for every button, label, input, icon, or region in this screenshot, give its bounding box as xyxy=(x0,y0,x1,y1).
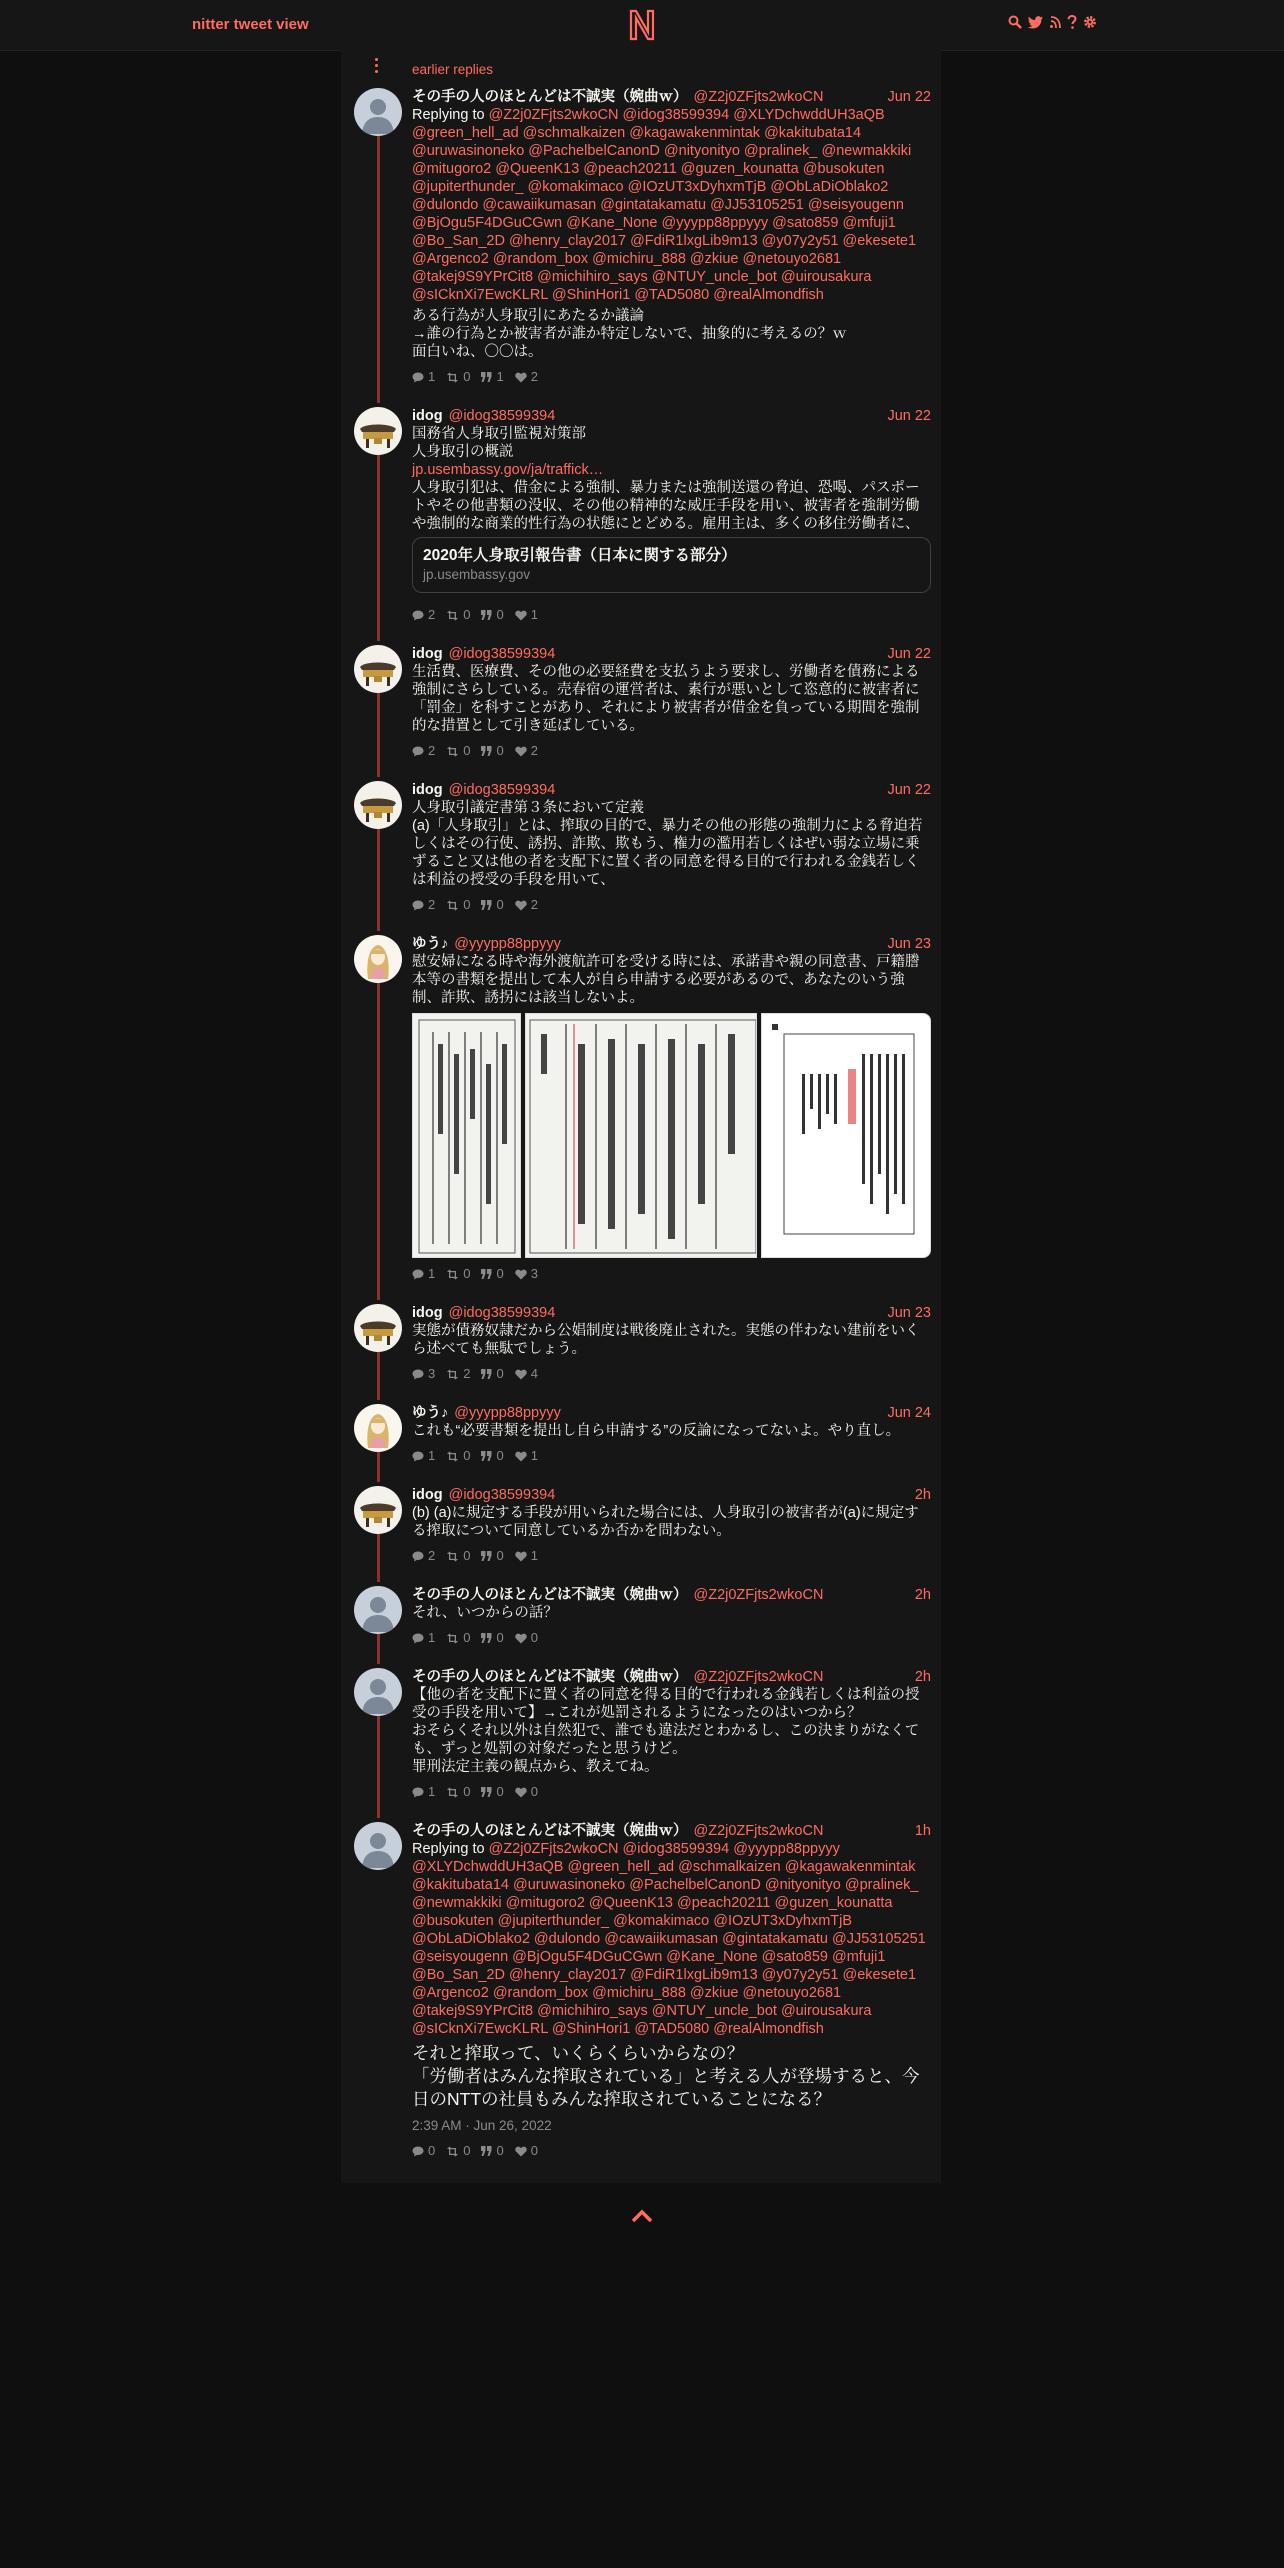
help-icon[interactable] xyxy=(1067,15,1077,29)
author-handle[interactable]: @idog38599394 xyxy=(448,646,556,662)
tweet-date[interactable]: 2h xyxy=(914,1487,931,1503)
tweet-item[interactable] xyxy=(341,1404,941,1476)
heart-icon xyxy=(515,900,527,911)
tweet-stats xyxy=(412,1448,931,1464)
tweet-text: これも“必要書類を提出し自ら申請する”の反論になってないよ。やり直し。 xyxy=(412,1423,901,1439)
reply-stat[interactable]: 0 xyxy=(412,2143,435,2159)
avatar[interactable] xyxy=(354,1822,402,1870)
replying-handles[interactable]: @Z2j0ZFjts2wkoCN @idog38599394 @yyypp88ppyyy @XLYDchwddUH3aQB @green_hell_ad @schmalkaizen @kagawakenmintak @kakitubata14 @uruwasinoneko @PachelbelCanonD @nityonityo @pralinek_ @newmakkiki @mitugoro2 @QueenK13 @peach20211 @guzen_kounatta @busokuten @jupiterthunder_ @komakimaco @IOzUT3xDyhxmTjB @ObLaDiOblako2 @dulondo @cawaiikumasan @gintatakamatu @JJ53105251 @seisyougenn @BjOgu5F4DGuCGwn @Kane_None @sato859 @mfuji1 @Bo_San_2D @henry_clay2017 @FdiR1lxgLib9m13 @y07y2y51 @ekesete1 @Argenco2 @random_box @michiru_888 @zkiue @netouyo2681 @takej9S9YPrCit8 @michihiro_says @NTUY_uncle_bot @uirousakura @sICknXi7EwcKLRL @ShinHori1 @TAD5080 @realAlmondfish xyxy=(412,1841,926,2037)
tweet-date[interactable]: Jun 22 xyxy=(887,408,931,424)
author-name[interactable]: idog xyxy=(412,408,443,424)
author-name[interactable]: idog xyxy=(412,782,443,798)
card-domain: jp.usembassy.gov xyxy=(423,567,531,582)
tweet-date[interactable]: 1h xyxy=(914,1823,931,1839)
retweet-stat[interactable]: 0 xyxy=(446,743,470,759)
author-handle[interactable]: @yyypp88ppyyy xyxy=(454,936,561,952)
tweet-date[interactable]: Jun 23 xyxy=(887,936,931,952)
heart-icon xyxy=(515,1551,527,1562)
tweet-item[interactable] xyxy=(341,1304,941,1394)
retweet-stat[interactable]: 0 xyxy=(446,897,470,913)
quote-stat[interactable]: 0 xyxy=(481,897,503,913)
tweet-text: それ、いつからの話？ xyxy=(412,1605,558,1621)
comment-icon xyxy=(412,746,424,757)
quote-stat[interactable]: 0 xyxy=(481,1630,503,1646)
replying-handles[interactable]: @Z2j0ZFjts2wkoCN @idog38599394 @XLYDchwddUH3aQB @green_hell_ad @schmalkaizen @kagawakenmintak @kakitubata14 @uruwasinoneko @PachelbelCanonD @nityonityo @pralinek_ @newmakkiki @mitugoro2 @QueenK13 @peach20211 @guzen_kounatta @busokuten @jupiterthunder_ @komakimaco @IOzUT3xDyhxmTjB @ObLaDiOblako2 @dulondo @cawaiikumasan @gintatakamatu @JJ53105251 @seisyougenn @BjOgu5F4DGuCGwn @Kane_None @yyypp88ppyyy @sato859 @mfuji1 @Bo_San_2D @henry_clay2017 @FdiR1lxgLib9m13 @y07y2y51 @ekesete1 @Argenco2 @random_box @michiru_888 @zkiue @netouyo2681 @takej9S9YPrCit8 @michihiro_says @NTUY_uncle_bot @uirousakura @sICknXi7EwcKLRL @ShinHori1 @TAD5080 @realAlmondfish xyxy=(412,107,917,303)
retweet-stat[interactable]: 0 xyxy=(446,1548,470,1564)
tweet-stats xyxy=(412,1630,931,1646)
heart-icon xyxy=(515,372,527,383)
comment-icon xyxy=(412,2146,424,2157)
avatar[interactable] xyxy=(354,1668,402,1716)
tweet-text-continued: 人身取引犯は、借金による強制、暴力または強制送還の脅迫、恐喝、パスポートやその他書類の没収、その他の精神的な威圧手段を用い、被害者を強制労働や強制的な商業的性行為の状態にとどめる。雇用主は、多くの移住労働者に、 xyxy=(412,480,920,532)
heart-icon xyxy=(515,746,527,757)
retweet-stat[interactable]: 0 xyxy=(446,607,470,623)
quote-icon xyxy=(481,1451,492,1462)
avatar[interactable] xyxy=(354,935,402,983)
tweet-text: 生活費、医療費、その他の必要経費を支払うよう要求し、労働者を債務による強制にさらしている。売春宿の運営者は、素行が悪いとして恣意的に被害者に「罰金」を科すことがあり、それにより被害者が借金を負っている期間を強制的な措置として引き延ばしている。 xyxy=(412,664,920,734)
more-dots-icon xyxy=(375,58,379,76)
heart-icon xyxy=(515,1369,527,1380)
comment-icon xyxy=(412,1551,424,1562)
tweet-item[interactable] xyxy=(341,1668,941,1812)
retweet-icon xyxy=(446,2146,459,2157)
like-stat[interactable]: 2 xyxy=(515,369,538,385)
avatar[interactable] xyxy=(354,1586,402,1634)
document-image-2[interactable] xyxy=(525,1013,758,1258)
like-stat[interactable]: 0 xyxy=(515,1630,538,1646)
reply-stat[interactable]: 2 xyxy=(412,897,435,913)
tweet-text: それと搾取って、いくらくらいからなの？ 「労働者はみんな搾取されている」と考える人が登場すると、今日のNTTの社員もみんな搾取されていることになる？ xyxy=(412,2043,920,2109)
tweet-item[interactable] xyxy=(341,1586,941,1658)
author-handle[interactable]: @Z2j0ZFjts2wkoCN xyxy=(693,89,824,105)
tweet-stats xyxy=(412,897,931,913)
avatar[interactable] xyxy=(354,88,402,136)
reply-stat[interactable]: 1 xyxy=(412,1784,435,1800)
main-tweet[interactable] xyxy=(341,1822,941,2171)
retweet-stat[interactable]: 0 xyxy=(446,1784,470,1800)
tweet-item[interactable] xyxy=(341,1486,941,1576)
heart-icon xyxy=(515,1787,527,1798)
retweet-icon xyxy=(446,1787,459,1798)
reply-stat[interactable]: 2 xyxy=(412,1548,435,1564)
author-handle[interactable]: @Z2j0ZFjts2wkoCN xyxy=(693,1823,824,1839)
nitter-logo-icon[interactable] xyxy=(625,8,659,42)
quote-stat[interactable]: 1 xyxy=(481,369,503,385)
retweet-stat[interactable]: 0 xyxy=(446,369,470,385)
reply-stat[interactable]: 2 xyxy=(412,607,435,623)
quote-icon xyxy=(481,2146,492,2157)
retweet-stat[interactable]: 0 xyxy=(446,1266,470,1282)
heart-icon xyxy=(515,1269,527,1280)
author-name[interactable]: その手の人のほとんどは不誠実（婉曲ｗ） xyxy=(412,1669,688,1685)
search-icon[interactable] xyxy=(1008,15,1022,29)
conversation-thread xyxy=(341,50,941,2183)
like-stat[interactable]: 0 xyxy=(515,1784,538,1800)
rss-icon[interactable] xyxy=(1049,16,1061,29)
avatar[interactable] xyxy=(354,781,402,829)
author-handle[interactable]: @idog38599394 xyxy=(448,408,556,424)
reply-stat[interactable]: 1 xyxy=(412,1630,435,1646)
avatar[interactable] xyxy=(354,407,402,455)
like-stat[interactable]: 2 xyxy=(515,897,538,913)
tweet-date[interactable]: Jun 23 xyxy=(887,1305,931,1321)
reply-stat[interactable]: 3 xyxy=(412,1366,435,1382)
thread-line xyxy=(377,1352,380,1400)
retweet-stat[interactable]: 0 xyxy=(446,1630,470,1646)
tweet-stats xyxy=(412,2143,931,2159)
tweet-stats xyxy=(412,607,931,623)
retweet-icon xyxy=(446,1369,459,1380)
tweet-date[interactable]: Jun 22 xyxy=(887,89,931,105)
replying-to xyxy=(412,1840,931,2038)
retweet-icon xyxy=(446,1633,459,1644)
tweet-stats xyxy=(412,743,931,759)
retweet-icon xyxy=(446,372,459,383)
avatar[interactable] xyxy=(354,1486,402,1534)
tweet-text: 実態が債務奴隷だから公娼制度は戦後廃止された。実態の伴わない建前をいくら述べても無駄でしょう。 xyxy=(412,1323,920,1357)
quote-icon xyxy=(481,1551,492,1562)
thread-line xyxy=(377,693,380,777)
like-stat[interactable]: 3 xyxy=(515,1266,538,1282)
comment-icon xyxy=(412,1633,424,1644)
thread-line xyxy=(377,1452,380,1482)
tweet-text: ある行為が人身取引にあたるか議論 →誰の行為とか被害者が誰か特定しないで、抽象的に考えるの？ｗ 面白いね、〇〇は。 xyxy=(412,308,847,360)
author-handle[interactable]: @idog38599394 xyxy=(448,782,556,798)
retweet-stat[interactable]: 0 xyxy=(446,2143,470,2159)
tweet-stats xyxy=(412,369,931,385)
heart-icon xyxy=(515,2146,527,2157)
author-name[interactable]: その手の人のほとんどは不誠実（婉曲ｗ） xyxy=(412,1587,688,1603)
comment-icon xyxy=(412,1269,424,1280)
tweet-text: 【他の者を支配下に置く者の同意を得る目的で行われる金銭若しくは利益の授受の手段を用いて】→これが処罰されるようになったのはいつから？ おそらくそれ以外は自然犯で、誰でも違法だとわかるし、この決まりがなくても、ずっと処罰の対象だったと思うけど。 罪刑法定主義の観点から、教えてね。 xyxy=(412,1687,920,1775)
tweet-date[interactable]: Jun 22 xyxy=(887,782,931,798)
avatar[interactable] xyxy=(354,1404,402,1452)
retweet-icon xyxy=(446,1451,459,1462)
tweet-date[interactable]: 2h xyxy=(914,1587,931,1603)
thread-line xyxy=(377,1634,380,1664)
thread-line xyxy=(377,136,380,403)
twitter-bird-icon[interactable] xyxy=(1028,16,1043,29)
tweet-text: 慰安婦になる時や海外渡航許可を受ける時には、承諾書や親の同意書、戸籍謄本等の書類を提出して本人が自ら申請する必要があるので、あなたのいう強制、詐欺、誘拐には該当しないよ。 xyxy=(412,954,920,1006)
quote-stat[interactable]: 0 xyxy=(481,607,503,623)
quote-stat[interactable]: 0 xyxy=(481,743,503,759)
author-name[interactable]: idog xyxy=(412,1487,443,1503)
tweet-stats xyxy=(412,1266,931,1282)
author-handle[interactable]: @Z2j0ZFjts2wkoCN xyxy=(693,1587,824,1603)
retweet-stat[interactable]: 2 xyxy=(446,1366,470,1382)
heart-icon xyxy=(515,1451,527,1462)
comment-icon xyxy=(412,900,424,911)
author-name[interactable]: idog xyxy=(412,1305,443,1321)
tweet-text: (b) (a)に規定する手段が用いられた場合には、人身取引の被害者が(a)に規定する搾取について同意しているか否かを問わない。 xyxy=(412,1505,919,1539)
retweet-icon xyxy=(446,746,459,757)
author-name[interactable]: ゆう♪ xyxy=(412,1405,449,1421)
quote-icon xyxy=(481,372,492,383)
like-stat[interactable]: 2 xyxy=(515,743,538,759)
thread-line xyxy=(377,983,380,1300)
heart-icon xyxy=(515,610,527,621)
thread-line xyxy=(377,1716,380,1818)
retweet-icon xyxy=(446,610,459,621)
avatar[interactable] xyxy=(354,1304,402,1352)
document-image-3[interactable] xyxy=(761,1013,931,1258)
like-stat[interactable]: 1 xyxy=(515,1448,538,1464)
quote-icon xyxy=(481,746,492,757)
back-to-top-icon[interactable] xyxy=(630,2208,654,2224)
author-handle[interactable]: @idog38599394 xyxy=(448,1487,556,1503)
comment-icon xyxy=(412,610,424,621)
quote-stat[interactable]: 0 xyxy=(481,1548,503,1564)
card-title: 2020年人身取引報告書（日本に関する部分） xyxy=(423,547,737,564)
retweet-stat[interactable]: 0 xyxy=(446,1448,470,1464)
tweet-item[interactable] xyxy=(341,88,941,397)
tweet-link[interactable]: jp.usembassy.gov/ja/traffick… xyxy=(412,462,604,478)
thread-line xyxy=(377,455,380,641)
tweet-stats xyxy=(412,1366,931,1382)
thread-line xyxy=(377,1534,380,1582)
tweet-date[interactable]: Jun 22 xyxy=(887,646,931,662)
comment-icon xyxy=(412,1369,424,1380)
like-stat[interactable]: 0 xyxy=(515,2143,538,2159)
tweet-item[interactable] xyxy=(341,781,941,925)
settings-gear-icon[interactable] xyxy=(1083,15,1097,29)
retweet-icon xyxy=(446,1269,459,1280)
link-card[interactable] xyxy=(412,537,931,593)
author-name[interactable]: その手の人のほとんどは不誠実（婉曲ｗ） xyxy=(412,89,688,105)
author-handle[interactable]: @idog38599394 xyxy=(448,1305,556,1321)
tweet-date[interactable]: 2h xyxy=(914,1669,931,1685)
reply-stat[interactable]: 1 xyxy=(412,1448,435,1464)
quote-stat[interactable]: 0 xyxy=(481,2143,503,2159)
like-stat[interactable]: 4 xyxy=(515,1366,538,1382)
replying-label: Replying to xyxy=(412,1841,485,1857)
quote-icon xyxy=(481,1269,492,1280)
quote-icon xyxy=(481,1633,492,1644)
author-handle[interactable]: @yyypp88ppyyy xyxy=(454,1405,561,1421)
thread-line xyxy=(377,829,380,931)
heart-icon xyxy=(515,1633,527,1644)
tweet-item[interactable] xyxy=(341,407,941,635)
comment-icon xyxy=(412,372,424,383)
tweet-stats xyxy=(412,1548,931,1564)
tweet-stats xyxy=(412,1784,931,1800)
reply-stat[interactable]: 1 xyxy=(412,1266,435,1282)
quote-stat[interactable]: 0 xyxy=(481,1366,503,1382)
published-timestamp[interactable]: 2:39 AM · Jun 26, 2022 xyxy=(412,2118,552,2133)
tweet-item[interactable] xyxy=(341,935,941,1294)
quote-icon xyxy=(481,1369,492,1380)
comment-icon xyxy=(412,1787,424,1798)
retweet-icon xyxy=(446,1551,459,1562)
earlier-replies[interactable] xyxy=(341,50,941,88)
quote-icon xyxy=(481,610,492,621)
like-stat[interactable]: 1 xyxy=(515,607,538,623)
author-name[interactable]: idog xyxy=(412,646,443,662)
quote-stat[interactable]: 0 xyxy=(481,1448,503,1464)
avatar[interactable] xyxy=(354,645,402,693)
replying-label: Replying to xyxy=(412,107,485,123)
navbar xyxy=(0,0,1284,51)
author-name[interactable]: その手の人のほとんどは不誠実（婉曲ｗ） xyxy=(412,1823,688,1839)
reply-stat[interactable]: 1 xyxy=(412,369,435,385)
reply-stat[interactable]: 2 xyxy=(412,743,435,759)
tweet-text: 国務省人身取引監視対策部 人身取引の概説 xyxy=(412,426,586,460)
like-stat[interactable]: 1 xyxy=(515,1548,538,1564)
quote-stat[interactable]: 0 xyxy=(481,1784,503,1800)
earlier-replies-link[interactable]: earlier replies xyxy=(412,62,494,77)
retweet-icon xyxy=(446,900,459,911)
quote-icon xyxy=(481,900,492,911)
comment-icon xyxy=(412,1451,424,1462)
quote-icon xyxy=(481,1787,492,1798)
quote-stat[interactable]: 0 xyxy=(481,1266,503,1282)
document-image-1[interactable] xyxy=(412,1013,521,1258)
tweet-item[interactable] xyxy=(341,645,941,771)
author-name[interactable]: ゆう♪ xyxy=(412,936,449,952)
brand-link[interactable]: nitter tweet view xyxy=(192,16,309,33)
author-handle[interactable]: @Z2j0ZFjts2wkoCN xyxy=(693,1669,824,1685)
tweet-text: 人身取引議定書第３条において定義 (a)「人身取引」とは、搾取の目的で、暴力その他の形態の強制力による脅迫若しくはその行使、誘拐、詐欺、欺もう、権力の濫用若しくはぜい弱な立場に乗ずること又は他の者を支配下に置く者の同意を得る目的で行われる金銭若しくは利益の授受の手段を用いて、 xyxy=(412,800,923,888)
tweet-date[interactable]: Jun 24 xyxy=(887,1405,931,1421)
image-gallery xyxy=(412,1013,931,1258)
replying-to xyxy=(412,106,931,304)
